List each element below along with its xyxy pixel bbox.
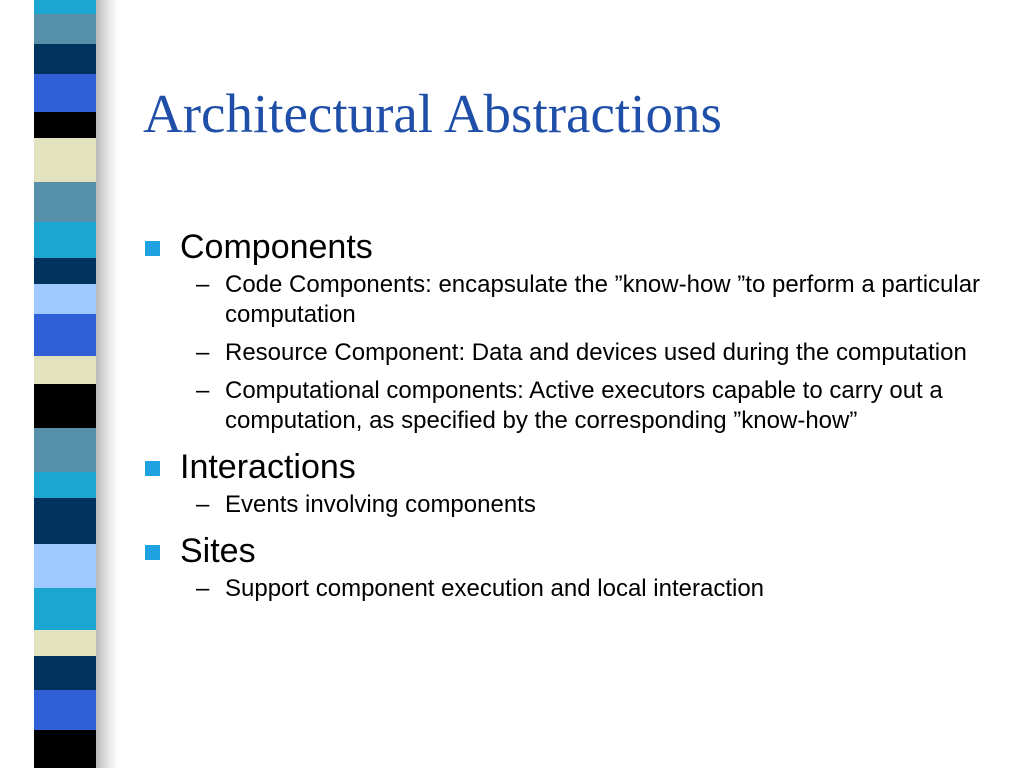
stripe-block xyxy=(34,14,96,44)
stripe-block xyxy=(34,138,96,182)
stripe-block xyxy=(34,258,96,284)
dash-icon: – xyxy=(196,339,210,366)
stripe-block xyxy=(34,284,96,314)
decorative-stripe xyxy=(34,0,96,768)
sub-bullet xyxy=(143,376,993,436)
bullet-sites xyxy=(143,530,993,572)
bullet-label: Components xyxy=(180,228,373,266)
stripe-block xyxy=(34,656,96,690)
stripe-block xyxy=(34,112,96,138)
square-bullet-icon xyxy=(145,461,160,476)
stripe-block xyxy=(34,588,96,630)
square-bullet-icon xyxy=(145,545,160,560)
square-bullet-icon xyxy=(145,241,160,256)
slide-title: Architectural Abstractions xyxy=(143,83,722,144)
sub-bullet xyxy=(143,490,993,520)
stripe-block xyxy=(34,428,96,472)
sub-list-sites xyxy=(143,574,993,604)
stripe-block xyxy=(34,690,96,730)
bullet-components xyxy=(143,226,993,268)
sub-bullet xyxy=(143,270,993,330)
dash-icon: – xyxy=(196,271,210,298)
sub-bullet-text: Computational components: Active executors capable to carry out a computation, as specified by the corresponding ”know-how” xyxy=(225,377,943,434)
stripe-block xyxy=(34,44,96,74)
stripe-block xyxy=(34,222,96,258)
slide-content xyxy=(143,226,993,614)
stripe-shadow xyxy=(96,0,118,768)
sub-bullet xyxy=(143,574,993,604)
stripe-block xyxy=(34,314,96,356)
sub-bullet xyxy=(143,338,993,368)
bullet-label: Sites xyxy=(180,532,256,570)
dash-icon: – xyxy=(196,491,210,518)
stripe-block xyxy=(34,630,96,656)
stripe-block xyxy=(34,182,96,222)
sub-bullet-text: Resource Component: Data and devices used during the computation xyxy=(225,339,967,366)
stripe-block xyxy=(34,74,96,112)
sub-bullet-text: Code Components: encapsulate the ”know-how ”to perform a particular computation xyxy=(225,271,981,328)
stripe-block xyxy=(34,472,96,498)
stripe-block xyxy=(34,544,96,588)
sub-bullet-text: Support component execution and local interaction xyxy=(225,575,765,602)
sub-bullet-text: Events involving components xyxy=(225,491,536,518)
stripe-block xyxy=(34,730,96,768)
stripe-block xyxy=(34,356,96,384)
bullet-interactions xyxy=(143,446,993,488)
dash-icon: – xyxy=(196,377,210,404)
sub-list-components xyxy=(143,270,993,436)
stripe-block xyxy=(34,384,96,428)
dash-icon: – xyxy=(196,575,210,602)
bullet-label: Interactions xyxy=(180,448,356,486)
stripe-block xyxy=(34,0,96,14)
stripe-block xyxy=(34,498,96,544)
sub-list-interactions xyxy=(143,490,993,520)
